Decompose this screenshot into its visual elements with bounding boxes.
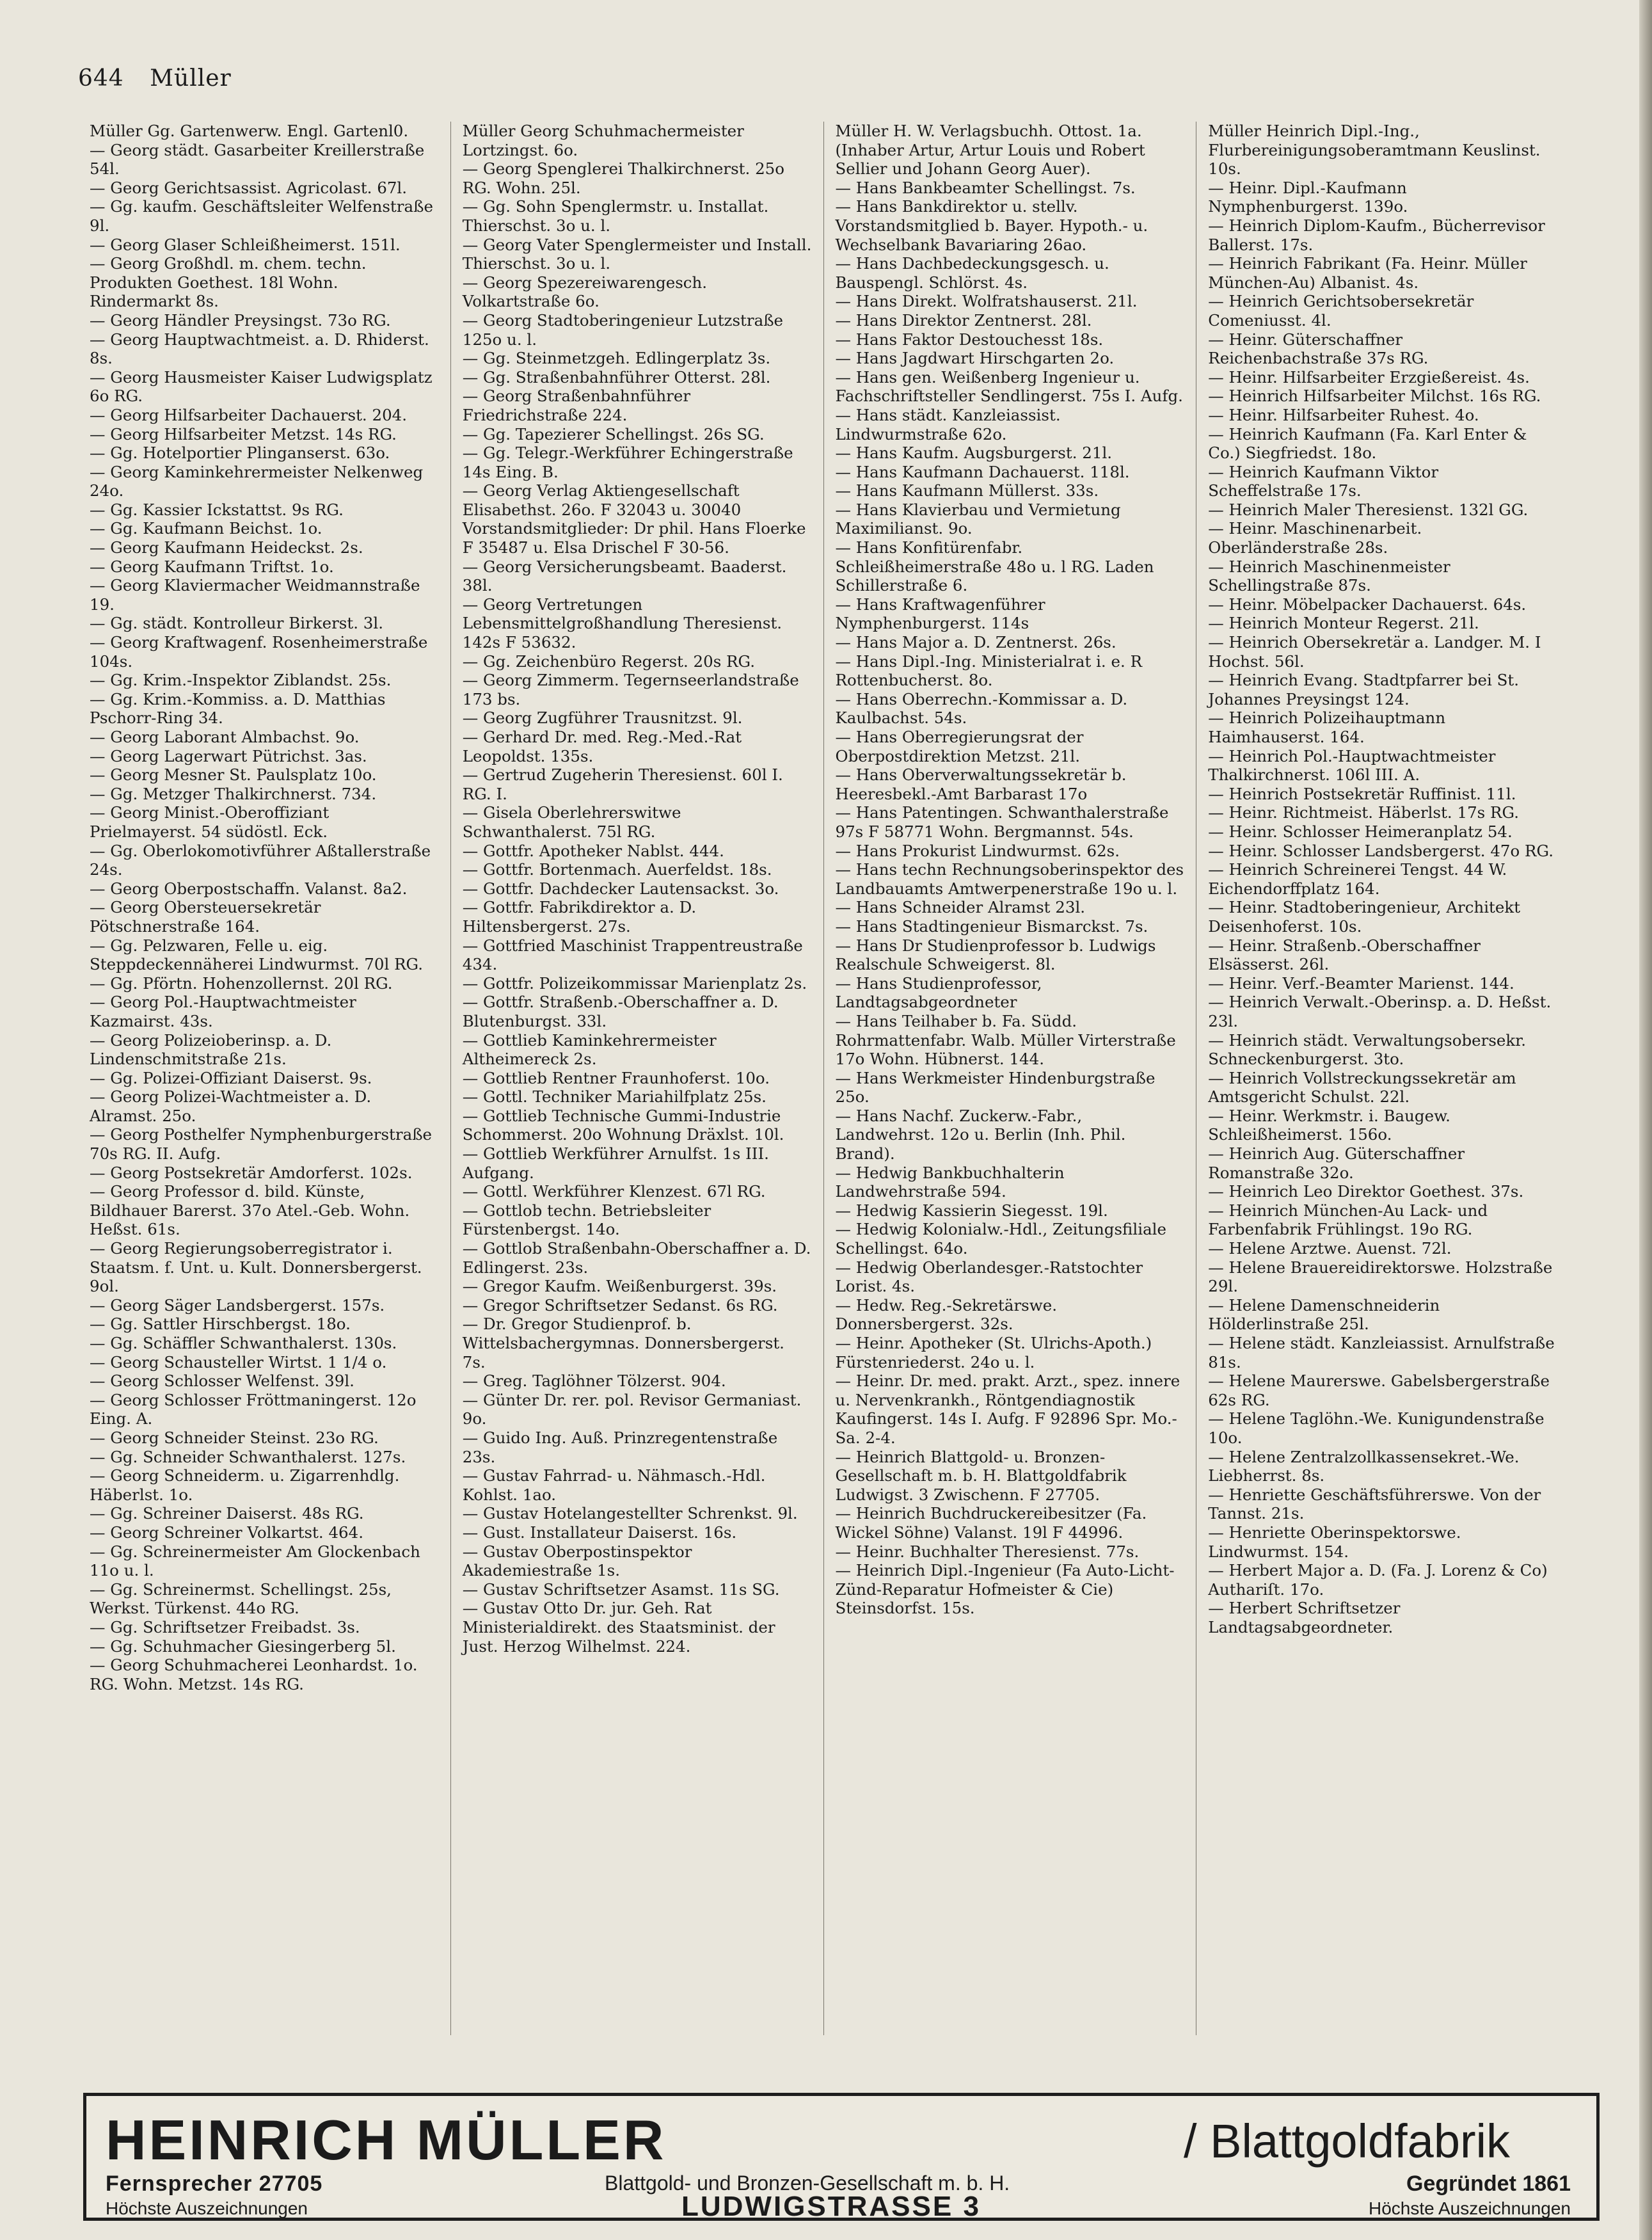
directory-entry: — Herbert Schriftsetzer Landtagsabgeordneter. bbox=[1208, 1599, 1557, 1636]
directory-entry: — Hans Studienprofessor, Landtagsabgeordneter bbox=[836, 974, 1185, 1012]
directory-entry: — Hans Direkt. Wolfratshauserst. 21l. bbox=[836, 292, 1185, 311]
directory-entry: Müller Georg Schuhmachermeister Lortzingst. 6o. bbox=[462, 122, 744, 159]
directory-entry: — Georg Schreiner Volkartst. 464. bbox=[90, 1523, 439, 1542]
directory-entry: — Gottfr. Straßenb.-Oberschaffner a. D. Blutenburgst. 33l. bbox=[463, 993, 812, 1030]
directory-entry: — Gg. Steinmetzgeh. Edlingerplatz 3s. bbox=[463, 349, 812, 368]
directory-entry: Müller H. W. Verlagsbuchh. Ottost. 1a. (Inhaber Artur, Artur Louis und Robert Sellier und Johann Georg Auer). bbox=[835, 122, 1145, 179]
directory-entry: — Georg Glaser Schleißheimerst. 151l. bbox=[90, 236, 439, 255]
directory-entry: — Gg. Metzger Thalkirchnerst. 734. bbox=[90, 785, 439, 804]
directory-entry: — Georg Laborant Almbachst. 9o. bbox=[90, 728, 439, 747]
directory-entry: — Georg Hilfsarbeiter Metzst. 14s RG. bbox=[90, 425, 439, 444]
directory-entry: — Hans Bankdirektor u. stellv. Vorstandsmitglied b. Bayer. Hypoth.- u. Wechselbank Bavariaring 26ao. bbox=[836, 197, 1185, 254]
directory-entry: — Heinrich Vollstreckungssekretär am Amtsgericht Schulst. 22l. bbox=[1208, 1069, 1557, 1107]
directory-entry: — Georg Zimmerm. Tegernseerlandstraße 173 bs. bbox=[463, 671, 812, 708]
directory-entry: — Georg Hilfsarbeiter Dachauerst. 204. bbox=[90, 406, 439, 425]
directory-entry: — Helene Damenschneiderin Hölderlinstraße 25l. bbox=[1208, 1296, 1557, 1334]
directory-entry: — Georg Stadtoberingenieur Lutzstraße 125o u. l. bbox=[463, 311, 812, 349]
directory-entry: — Hans Kraftwagenführer Nymphenburgerst. 114s bbox=[836, 595, 1185, 633]
directory-entry: — Hedwig Oberlandesger.-Ratstochter Lorist. 4s. bbox=[836, 1258, 1185, 1296]
directory-entry: — Heinrich Blattgold- u. Bronzen-Gesellschaft m. b. H. Blattgoldfabrik Ludwigst. 3 Zwischenn. F 27705. bbox=[836, 1448, 1185, 1505]
directory-entry: — Georg Gerichtsassist. Agricolast. 67l. bbox=[90, 179, 439, 198]
directory-entry: — Gg. Schuhmacher Giesingerberg 5l. bbox=[90, 1637, 439, 1656]
directory-entry: — Hans Teilhaber b. Fa. Südd. Rohrmattenfabr. Walb. Müller Virterstraße 17o Wohn. Hübnerst. 144. bbox=[836, 1012, 1185, 1069]
directory-entry: — Guido Ing. Auß. Prinzregentenstraße 23s. bbox=[463, 1428, 812, 1466]
directory-entry: — Heinr. Werkmstr. i. Baugew. Schleißheimerst. 156o. bbox=[1208, 1107, 1557, 1144]
directory-entry: — Helene Taglöhn.-We. Kunigundenstraße 10o. bbox=[1208, 1409, 1557, 1447]
directory-entry: — Gg. Sattler Hirschbergst. 18o. bbox=[90, 1315, 439, 1334]
directory-entry: — Gg. Straßenbahnführer Otterst. 28l. bbox=[463, 368, 812, 387]
directory-entry: — Gg. Zeichenbüro Regerst. 20s RG. bbox=[463, 652, 812, 671]
directory-entry: — Günter Dr. rer. pol. Revisor Germaniast. 9o. bbox=[463, 1391, 812, 1428]
directory-entry: — Georg Verlag Aktiengesellschaft Elisabethst. 26o. F 32043 u. 30040 Vorstandsmitglieder: Dr phil. Hans Floerke F 35487 u. Elsa Drischel F 30-56. bbox=[463, 481, 812, 557]
directory-entry: — Heinrich Gerichtsobersekretär Comeniusst. 4l. bbox=[1208, 292, 1557, 330]
directory-entry: — Hans Jagdwart Hirschgarten 2o. bbox=[836, 349, 1185, 368]
directory-entry: — Hans Werkmeister Hindenburgstraße 25o. bbox=[836, 1069, 1185, 1107]
column-2 bbox=[451, 122, 824, 2035]
directory-entry: — Gg. Kassier Ickstattst. 9s RG. bbox=[90, 500, 439, 520]
directory-entry: — Georg Lagerwart Pütrichst. 3as. bbox=[90, 747, 439, 766]
directory-entry: — Greg. Taglöhner Tölzerst. 904. bbox=[463, 1372, 812, 1391]
directory-entry: — Gg. Schäffler Schwanthalerst. 130s. bbox=[90, 1334, 439, 1353]
directory-entry: — Georg Säger Landsbergerst. 157s. bbox=[90, 1296, 439, 1315]
directory-entry: — Georg Postsekretär Amdorferst. 102s. bbox=[90, 1164, 439, 1183]
directory-entry: — Gg. Telegr.-Werkführer Echingerstraße 14s Eing. B. bbox=[463, 444, 812, 481]
page-header bbox=[78, 65, 250, 92]
directory-entry: Müller Heinrich Dipl.-Ing., Flurbereinigungsoberamtmann Keuslinst. 10s. bbox=[1208, 122, 1541, 179]
directory-entry: — Gg. Oberlokomotivführer Aßtallerstraße 24s. bbox=[90, 842, 439, 879]
directory-entry: — Helene Maurerswe. Gabelsbergerstraße 62s RG. bbox=[1208, 1372, 1557, 1409]
directory-entry: — Heinrich Maschinenmeister Schellingstraße 87s. bbox=[1208, 557, 1557, 595]
directory-entry: — Georg Schlosser Welfenst. 39l. bbox=[90, 1372, 439, 1391]
directory-entry: — Gregor Kaufm. Weißenburgerst. 39s. bbox=[463, 1277, 812, 1296]
directory-entry: — Gustav Otto Dr. jur. Geh. Rat Ministerialdirekt. des Staatsminist. der Just. Herzog Wilhelmst. 224. bbox=[463, 1599, 812, 1656]
directory-entry: — Georg Spenglerei Thalkirchnerst. 25o RG. Wohn. 25l. bbox=[463, 159, 812, 197]
directory-entry: — Georg Oberpostschaffn. Valanst. 8a2. bbox=[90, 879, 439, 899]
directory-entry: — Gottl. Werkführer Klenzest. 67l RG. bbox=[463, 1182, 812, 1201]
directory-entry: — Gg. Pförtn. Hohenzollernst. 20l RG. bbox=[90, 974, 439, 993]
directory-entry: — Gg. Polizei-Offiziant Daiserst. 9s. bbox=[90, 1069, 439, 1088]
directory-entry: — Hans städt. Kanzleiassist. Lindwurmstraße 62o. bbox=[836, 406, 1185, 444]
directory-entry: — Heinr. Straßenb.-Oberschaffner Elsässerst. 26l. bbox=[1208, 936, 1557, 974]
directory-entry: — Gottfr. Polizeikommissar Marienplatz 2s. bbox=[463, 974, 812, 993]
directory-entry: — Georg Kaufmann Heideckst. 2s. bbox=[90, 538, 439, 557]
directory-entry: — Gottfr. Apotheker Nablst. 444. bbox=[463, 842, 812, 861]
directory-entry: — Georg Vertretungen Lebensmittelgroßhandlung Theresienst. 142s F 53632. bbox=[463, 595, 812, 652]
directory-entry: — Georg Spezereiwarengesch. Volkartstraße 6o. bbox=[463, 273, 812, 311]
directory-entry: — Hans Dachbedeckungsgesch. u. Bauspengl. Schlörst. 4s. bbox=[836, 254, 1185, 292]
directory-entry: — Gottfried Maschinist Trappentreustraße 434. bbox=[463, 936, 812, 974]
directory-entry: — Gg. Schriftsetzer Freibadst. 3s. bbox=[90, 1618, 439, 1637]
directory-entry: — Gg. Hotelportier Plinganserst. 63o. bbox=[90, 444, 439, 463]
directory-entry: — Henriette Geschäftsführerswe. Von der Tannst. 21s. bbox=[1208, 1485, 1557, 1523]
directory-entry: — Gottlieb Technische Gummi-Industrie Schommerst. 20o Wohnung Dräxlst. 10l. bbox=[463, 1107, 812, 1144]
directory-entry: — Hans Oberverwaltungssekretär b. Heeresbekl.-Amt Barbarast 17o bbox=[836, 765, 1185, 803]
directory-entry: — Gg. Schreinermeister Am Glockenbach 11o u. l. bbox=[90, 1542, 439, 1580]
directory-entry: — Georg städt. Gasarbeiter Kreillerstraße 54l. bbox=[90, 141, 439, 179]
directory-entry: — Gottlieb Rentner Fraunhoferst. 10o. bbox=[463, 1069, 812, 1088]
directory-entry: — Gottfr. Bortenmach. Auerfeldst. 18s. bbox=[463, 860, 812, 879]
directory-entry: — Heinrich städt. Verwaltungsobersekr. Schneckenburgerst. 3to. bbox=[1208, 1031, 1557, 1069]
directory-entry: — Heinr. Güterschaffner Reichenbachstraße 37s RG. bbox=[1208, 330, 1557, 368]
directory-entry: — Heinrich Hilfsarbeiter Milchst. 16s RG. bbox=[1208, 387, 1557, 406]
directory-entry: Müller Gg. Gartenwerw. Engl. Gartenl0. bbox=[90, 122, 409, 140]
directory-entry: — Georg Polizei-Wachtmeister a. D. Alramst. 25o. bbox=[90, 1087, 439, 1125]
directory-entry: — Hans techn Rechnungsoberinspektor des Landbauamts Amtwerpenerstraße 19o u. l. bbox=[836, 860, 1185, 898]
directory-entry: — Gg. Schreinermst. Schellingst. 25s, Werkst. Türkenst. 44o RG. bbox=[90, 1580, 439, 1618]
directory-entry: — Gustav Fahrrad- u. Nähmasch.-Hdl. Kohlst. 1ao. bbox=[463, 1466, 812, 1504]
directory-entry: — Georg Obersteuersekretär Pötschnerstraße 164. bbox=[90, 898, 439, 936]
directory-entry: — Hans Patentingen. Schwanthalerstraße 97s F 58771 Wohn. Bergmannst. 54s. bbox=[836, 803, 1185, 841]
directory-entry: — Heinr. Dr. med. prakt. Arzt., spez. innere u. Nervenkrankh., Röntgendiagnostik Kaufingerst. 14s I. Aufg. F 92896 Spr. Mo.-Sa. 2-4. bbox=[836, 1372, 1185, 1447]
directory-entry: — Heinrich Kaufmann Viktor Scheffelstraße 17s. bbox=[1208, 463, 1557, 500]
ad-awards-right: Höchste Auszeichnungen bbox=[1369, 2198, 1571, 2218]
directory-entry: — Heinrich Diplom-Kaufm., Bücherrevisor Ballerst. 17s. bbox=[1208, 216, 1557, 254]
directory-entry: — Heinrich München-Au Lack- und Farbenfabrik Frühlingst. 19o RG. bbox=[1208, 1201, 1557, 1239]
directory-entry: — Helene Arztwe. Auenst. 72l. bbox=[1208, 1239, 1557, 1258]
directory-entry: — Hedwig Bankbuchhalterin Landwehrstraße 594. bbox=[836, 1164, 1185, 1201]
column-1 bbox=[78, 122, 451, 2035]
directory-entry: — Hans Kaufm. Augsburgerst. 21l. bbox=[836, 444, 1185, 463]
directory-entry: — Georg Schneiderm. u. Zigarrenhdlg. Häberlst. 1o. bbox=[90, 1466, 439, 1504]
directory-entry: — Hans gen. Weißenberg Ingenieur u. Fachschriftsteller Sendlingerst. 75s I. Aufg. bbox=[836, 368, 1185, 406]
directory-entry: — Heinrich Monteur Regerst. 21l. bbox=[1208, 614, 1557, 633]
directory-entry: — Georg Kraftwagenf. Rosenheimerstraße 104s. bbox=[90, 633, 439, 671]
directory-entry: — Gottfr. Dachdecker Lautensackst. 3o. bbox=[463, 879, 812, 899]
directory-entry: — Gottlieb Kaminkehrermeister Altheimereck 2s. bbox=[463, 1031, 812, 1069]
directory-entry: — Heinr. Maschinenarbeit. Oberländerstraße 28s. bbox=[1208, 519, 1557, 557]
directory-entry: — Gg. Sohn Spenglermstr. u. Installat. Thierschst. 3o u. l. bbox=[463, 197, 812, 235]
directory-entry: — Gg. Schreiner Daiserst. 48s RG. bbox=[90, 1504, 439, 1523]
directory-entry: — Helene städt. Kanzleiassist. Arnulfstraße 81s. bbox=[1208, 1334, 1557, 1372]
directory-entry: — Heinr. Schlosser Landsbergerst. 47o RG. bbox=[1208, 842, 1557, 861]
directory-entry: — Hans Kaufmann Müllerst. 33s. bbox=[836, 481, 1185, 500]
directory-entry: — Gg. Tapezierer Schellingst. 26s SG. bbox=[463, 425, 812, 444]
directory-entry: — Hans Klavierbau und Vermietung Maximilianst. 9o. bbox=[836, 500, 1185, 538]
directory-entry: — Heinrich Verwalt.-Oberinsp. a. D. Heßst. 23l. bbox=[1208, 993, 1557, 1030]
directory-entry: — Georg Professor d. bild. Künste, Bildhauer Barerst. 37o Atel.-Geb. Wohn. Heßst. 61s. bbox=[90, 1182, 439, 1239]
directory-entry: — Heinr. Hilfsarbeiter Ruhest. 4o. bbox=[1208, 406, 1557, 425]
running-head: Müller bbox=[150, 65, 232, 92]
page-edge bbox=[1639, 0, 1652, 2240]
directory-entry: — Hedwig Kassierin Siegesst. 19l. bbox=[836, 1201, 1185, 1220]
directory-entry: — Georg Regierungsoberregistrator i. Staatsm. f. Unt. u. Kult. Donnersbergerst. 9ol. bbox=[90, 1239, 439, 1296]
directory-entry: — Heinrich Kaufmann (Fa. Karl Enter & Co.) Siegfriedst. 18o. bbox=[1208, 425, 1557, 463]
directory-entry: — Georg Straßenbahnführer Friedrichstraße 224. bbox=[463, 387, 812, 424]
directory-entry: — Gottlob techn. Betriebsleiter Fürstenbergst. 14o. bbox=[463, 1201, 812, 1239]
directory-entry: — Gg. kaufm. Geschäftsleiter Welfenstraße 9l. bbox=[90, 197, 439, 235]
directory-entry: — Gustav Schriftsetzer Asamst. 11s SG. bbox=[463, 1580, 812, 1599]
directory-entry: — Hans Dipl.-Ing. Ministerialrat i. e. R Rottenbucherst. 8o. bbox=[836, 652, 1185, 690]
directory-entry: — Georg Kaufmann Triftst. 1o. bbox=[90, 557, 439, 577]
ad-phone: Fernsprecher 27705 bbox=[106, 2172, 323, 2196]
directory-entry: — Heinrich Obersekretär a. Landger. M. I Hochst. 56l. bbox=[1208, 633, 1557, 671]
directory-entry: — Herbert Major a. D. (Fa. J. Lorenz & Co) Authariſt. 17o. bbox=[1208, 1561, 1557, 1599]
directory-entry: — Gottlob Straßenbahn-Oberschaffner a. D. Edlingerst. 23s. bbox=[463, 1239, 812, 1277]
directory-entry: — Hans Konfitürenfabr. Schleißheimerstraße 48o u. l RG. Laden Schillerstraße 6. bbox=[836, 538, 1185, 595]
directory-entry: — Heinrich Polizeihauptmann Haimhauserst. 164. bbox=[1208, 708, 1557, 746]
directory-entry: — Georg Schausteller Wirtst. 1 1/4 o. bbox=[90, 1353, 439, 1372]
directory-entry: — Georg Pol.-Hauptwachtmeister Kazmairst. 43s. bbox=[90, 993, 439, 1030]
directory-entry: — Hans Stadtingenieur Bismarckst. 7s. bbox=[836, 917, 1185, 936]
directory-entry: — Heinr. Buchhalter Theresienst. 77s. bbox=[836, 1542, 1185, 1562]
directory-entry: — Gottl. Techniker Mariahilfplatz 25s. bbox=[463, 1087, 812, 1107]
directory-entry: — Heinrich Buchdruckereibesitzer (Fa. Wickel Söhne) Valanst. 19l F 44996. bbox=[836, 1504, 1185, 1542]
directory-entry: — Heinr. Apotheker (St. Ulrichs-Apoth.) Fürstenriederst. 24o u. l. bbox=[836, 1334, 1185, 1372]
directory-columns bbox=[78, 122, 1569, 2035]
ad-company: Blattgold- und Bronzen-Gesellschaft m. b. H. bbox=[605, 2172, 1010, 2195]
directory-entry: — Georg Polizeioberinsp. a. D. Lindenschmitstraße 21s. bbox=[90, 1031, 439, 1069]
directory-entry: — Hans Faktor Destouchesst 18s. bbox=[836, 330, 1185, 349]
directory-entry: — Hans Bankbeamter Schellingst. 7s. bbox=[836, 179, 1185, 198]
directory-entry: — Heinrich Postsekretär Ruffinist. 11l. bbox=[1208, 785, 1557, 804]
directory-entry: — Heinr. Richtmeist. Häberlst. 17s RG. bbox=[1208, 803, 1557, 822]
directory-entry: — Heinrich Fabrikant (Fa. Heinr. Müller München-Au) Albanist. 4s. bbox=[1208, 254, 1557, 292]
ad-title: HEINRICH MÜLLER bbox=[106, 2108, 667, 2172]
directory-entry: — Gregor Schriftsetzer Sedanst. 6s RG. bbox=[463, 1296, 812, 1315]
directory-entry: — Henriette Oberinspektorswe. Lindwurmst. 154. bbox=[1208, 1523, 1557, 1561]
column-4 bbox=[1196, 122, 1569, 2035]
page-number: 644 bbox=[78, 65, 124, 92]
directory-entry: — Gustav Hotelangestellter Schrenkst. 9l. bbox=[463, 1504, 812, 1523]
directory-entry: — Georg Posthelfer Nymphenburgerstraße 70s RG. II. Aufg. bbox=[90, 1125, 439, 1163]
ad-founded: Gegründet 1861 bbox=[1406, 2172, 1571, 2196]
directory-entry: — Georg Mesner St. Paulsplatz 10o. bbox=[90, 765, 439, 785]
ad-awards-left: Höchste Auszeichnungen bbox=[106, 2198, 308, 2218]
directory-entry: — Gg. Kaufmann Beichst. 1o. bbox=[90, 519, 439, 538]
directory-entry: — Dr. Gregor Studienprof. b. Wittelsbachergymnas. Donnersbergerst. 7s. bbox=[463, 1315, 812, 1372]
directory-entry: — Georg Kaminkehrermeister Nelkenweg 24o. bbox=[90, 463, 439, 500]
directory-entry: — Hedwig Kolonialw.-Hdl., Zeitungsfiliale Schellingst. 64o. bbox=[836, 1220, 1185, 1258]
directory-entry: — Gg. Krim.-Kommiss. a. D. Matthias Pschorr-Ring 34. bbox=[90, 690, 439, 728]
directory-entry: — Heinr. Schlosser Heimeranplatz 54. bbox=[1208, 822, 1557, 842]
directory-entry: — Hans Oberrechn.-Kommissar a. D. Kaulbachst. 54s. bbox=[836, 690, 1185, 728]
directory-entry: — Heinr. Hilfsarbeiter Erzgießereist. 4s. bbox=[1208, 368, 1557, 387]
directory-entry: — Gerhard Dr. med. Reg.-Med.-Rat Leopoldst. 135s. bbox=[463, 728, 812, 765]
directory-entry: — Helene Zentralzollkassensekret.-We. Liebherrst. 8s. bbox=[1208, 1448, 1557, 1485]
directory-entry: — Hans Nachf. Zuckerw.-Fabr., Landwehrst. 12o u. Berlin (Inh. Phil. Brand). bbox=[836, 1107, 1185, 1164]
directory-entry: — Georg Großhdl. m. chem. techn. Produkten Goethest. 18l Wohn. Rindermarkt 8s. bbox=[90, 254, 439, 311]
directory-entry: — Georg Hausmeister Kaiser Ludwigsplatz 6o RG. bbox=[90, 368, 439, 406]
directory-entry: — Hans Dr Studienprofessor b. Ludwigs Realschule Schweigerst. 8l. bbox=[836, 936, 1185, 974]
directory-entry: — Gg. Schneider Schwanthalerst. 127s. bbox=[90, 1448, 439, 1467]
directory-entry: — Heinr. Stadtoberingenieur, Architekt Deisenhoferst. 10s. bbox=[1208, 898, 1557, 936]
directory-entry: — Heinr. Verf.-Beamter Marienst. 144. bbox=[1208, 974, 1557, 993]
directory-entry: — Georg Klaviermacher Weidmannstraße 19. bbox=[90, 576, 439, 614]
directory-entry: — Hans Major a. D. Zentnerst. 26s. bbox=[836, 633, 1185, 652]
directory-entry: — Hans Direktor Zentnerst. 28l. bbox=[836, 311, 1185, 330]
directory-entry: — Gg. städt. Kontrolleur Birkerst. 3l. bbox=[90, 614, 439, 633]
directory-entry: — Gisela Oberlehrerswitwe Schwanthalerst. 75l RG. bbox=[463, 803, 812, 841]
directory-entry: — Georg Schneider Steinst. 23o RG. bbox=[90, 1428, 439, 1448]
directory-entry: — Gustav Oberpostinspektor Akademiestraße 1s. bbox=[463, 1542, 812, 1580]
directory-entry: — Heinrich Maler Theresienst. 132l GG. bbox=[1208, 500, 1557, 520]
directory-entry: — Georg Zugführer Trausnitzst. 9l. bbox=[463, 708, 812, 728]
ad-subtitle-text: Blattgoldfabrik bbox=[1210, 2115, 1511, 2168]
directory-entry: — Gertrud Zugeherin Theresienst. 60l I. RG. I. bbox=[463, 765, 812, 803]
ad-separator: / bbox=[1184, 2115, 1197, 2168]
column-3 bbox=[824, 122, 1197, 2035]
directory-entry: — Hans Prokurist Lindwurmst. 62s. bbox=[836, 842, 1185, 861]
directory-entry: — Hans Schneider Alramst 23l. bbox=[836, 898, 1185, 917]
directory-entry: — Gottlieb Werkführer Arnulfst. 1s III. Aufgang. bbox=[463, 1144, 812, 1182]
ad-subtitle bbox=[1184, 2114, 1510, 2168]
directory-entry: — Georg Vater Spenglermeister und Install. Thierschst. 3o u. l. bbox=[463, 236, 812, 273]
directory-entry: — Gottfr. Fabrikdirektor a. D. Hiltensbergerst. 27s. bbox=[463, 898, 812, 936]
directory-entry: — Gg. Krim.-Inspektor Ziblandst. 25s. bbox=[90, 671, 439, 690]
directory-entry: — Heinrich Evang. Stadtpfarrer bei St. Johannes Preysingst 124. bbox=[1208, 671, 1557, 708]
directory-entry: — Heinr. Möbelpacker Dachauerst. 64s. bbox=[1208, 595, 1557, 614]
directory-entry: — Georg Minist.-Oberoffiziant Prielmayerst. 54 südöstl. Eck. bbox=[90, 803, 439, 841]
directory-entry: — Georg Schuhmacherei Leonhardst. 1o. RG. Wohn. Metzst. 14s RG. bbox=[90, 1656, 439, 1693]
directory-entry: — Heinrich Aug. Güterschaffner Romanstraße 32o. bbox=[1208, 1144, 1557, 1182]
advertisement-box bbox=[83, 2093, 1600, 2221]
directory-entry: — Hans Kaufmann Dachauerst. 118l. bbox=[836, 463, 1185, 482]
directory-entry: — Heinrich Pol.-Hauptwachtmeister Thalkirchnerst. 106l III. A. bbox=[1208, 747, 1557, 785]
directory-entry: — Heinrich Schreinerei Tengst. 44 W. Eichendorffplatz 164. bbox=[1208, 860, 1557, 898]
directory-entry: — Georg Versicherungsbeamt. Baaderst. 38l. bbox=[463, 557, 812, 595]
directory-entry: — Helene Brauereidirektorswe. Holzstraße 29l. bbox=[1208, 1258, 1557, 1296]
directory-entry: — Heinrich Dipl.-Ingenieur (Fa Auto-Licht-Zünd-Reparatur Hofmeister & Cie) Steinsdorfst. 15s. bbox=[836, 1561, 1185, 1618]
directory-entry: — Hans Oberregierungsrat der Oberpostdirektion Metzst. 21l. bbox=[836, 728, 1185, 765]
directory-entry: — Heinrich Leo Direktor Goethest. 37s. bbox=[1208, 1182, 1557, 1201]
ad-street: LUDWIGSTRASSE 3 bbox=[681, 2191, 981, 2222]
directory-entry: — Georg Händler Preysingst. 73o RG. bbox=[90, 311, 439, 330]
directory-entry: — Gg. Pelzwaren, Felle u. eig. Steppdeckennäherei Lindwurmst. 70l RG. bbox=[90, 936, 439, 974]
directory-entry: — Georg Hauptwachtmeist. a. D. Rhiderst. 8s. bbox=[90, 330, 439, 368]
directory-entry: — Georg Schlosser Fröttmaningerst. 12o Eing. A. bbox=[90, 1391, 439, 1428]
directory-entry: — Heinr. Dipl.-Kaufmann Nymphenburgerst. 139o. bbox=[1208, 179, 1557, 216]
directory-entry: — Hedw. Reg.-Sekretärswe. Donnersbergerst. 32s. bbox=[836, 1296, 1185, 1334]
directory-entry: — Gust. Installateur Daiserst. 16s. bbox=[463, 1523, 812, 1542]
